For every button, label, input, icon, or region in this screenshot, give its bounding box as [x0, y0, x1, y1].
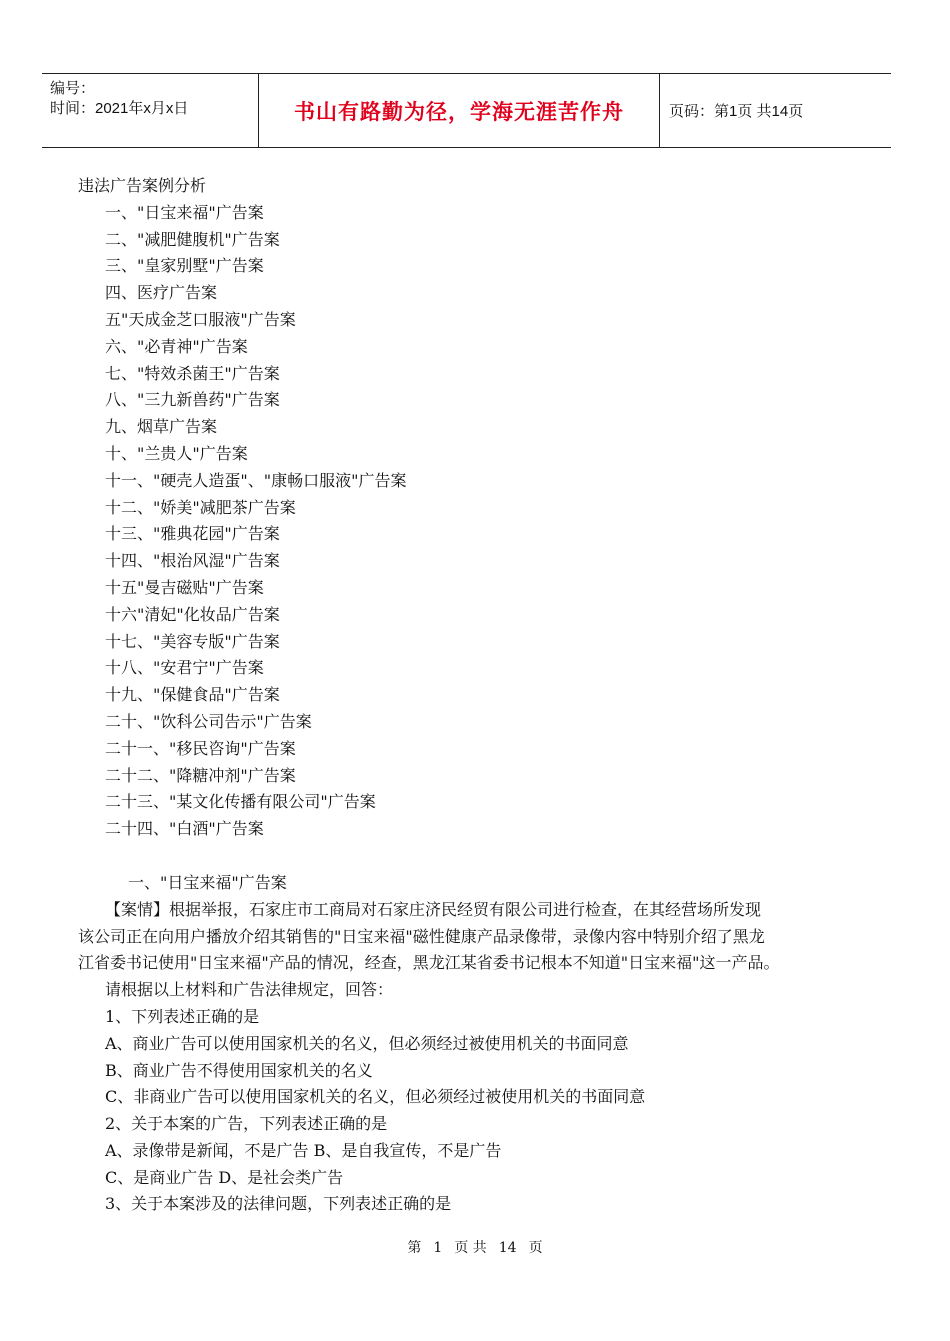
toc-item: 一、"日宝来福"广告案 [105, 203, 264, 222]
question-line: 请根据以上材料和广告法律规定，回答： [105, 980, 394, 999]
toc-item: 四、医疗广告案 [105, 283, 218, 302]
page-footer [0, 1237, 950, 1257]
toc-item: 六、"必青神"广告案 [105, 337, 248, 356]
time-label: 时间：2021年x月x日 [50, 100, 189, 117]
toc-item: 二十三、"某文化传播有限公司"广告案 [105, 792, 376, 811]
toc-item: 三、"皇家别墅"广告案 [105, 256, 264, 275]
toc-item: 十二、"娇美"减肥茶广告案 [105, 498, 296, 517]
question-line: 3、关于本案涉及的法律问题，下列表述正确的是 [105, 1194, 452, 1213]
header-divider [659, 74, 660, 147]
question-line: C、非商业广告可以使用国家机关的名义，但必须经过被使用机关的书面同意 [105, 1087, 646, 1106]
question-line: A、商业广告可以使用国家机关的名义，但必须经过被使用机关的书面同意 [105, 1034, 629, 1053]
toc-item: 九、烟草广告案 [105, 417, 218, 436]
footer-total-pages: 14 [498, 1240, 517, 1256]
document-header [42, 73, 891, 148]
toc-item: 二十四、"白酒"广告案 [105, 819, 264, 838]
toc-item: 十八、"安君宁"广告案 [105, 658, 264, 677]
case-line: 【案情】根据举报，石家庄市工商局对石家庄济民经贸有限公司进行检查，在其经营场所发现 [105, 900, 762, 919]
toc-item: 十五"曼吉磁贴"广告案 [105, 578, 264, 597]
toc-item: 十三、"雅典花园"广告案 [105, 524, 280, 543]
header-page-info: 页码：第1页 共14页 [669, 103, 804, 120]
toc-item: 二、"减肥健腹机"广告案 [105, 230, 280, 249]
question-line: A、录像带是新闻，不是广告 B、是自我宣传，不是广告 [105, 1141, 502, 1160]
toc-item: 七、"特效杀菌王"广告案 [105, 364, 280, 383]
toc-item: 十六"清妃"化妆品广告案 [105, 605, 280, 624]
footer-mid: 页 共 [454, 1240, 487, 1256]
toc-item: 八、"三九新兽药"广告案 [105, 390, 280, 409]
footer-prefix: 第 [407, 1240, 422, 1256]
question-line: 1、下列表述正确的是 [105, 1007, 260, 1026]
footer-suffix: 页 [528, 1240, 543, 1256]
question-line: 2、关于本案的广告，下列表述正确的是 [105, 1114, 388, 1133]
section-title: 一、"日宝来福"广告案 [128, 873, 287, 892]
toc-item: 五"天成金芝口服液"广告案 [105, 310, 296, 329]
toc-item: 二十一、"移民咨询"广告案 [105, 739, 296, 758]
toc-item: 十、"兰贵人"广告案 [105, 444, 248, 463]
question-line: B、商业广告不得使用国家机关的名义 [105, 1061, 373, 1080]
toc-item: 十九、"保健食品"广告案 [105, 685, 280, 704]
case-line: 该公司正在向用户播放介绍其销售的"日宝来福"磁性健康产品录像带，录像内容中特别介绍了黑龙 [78, 927, 765, 946]
toc-item: 十一、"硬壳人造蛋"、"康畅口服液"广告案 [105, 471, 407, 490]
footer-page-number: 1 [433, 1240, 443, 1256]
toc-item: 十七、"美容专版"广告案 [105, 632, 280, 651]
header-motto: 书山有路勤为径，学海无涯苦作舟 [294, 99, 624, 124]
toc-item: 二十二、"降糖冲剂"广告案 [105, 766, 296, 785]
number-label: 编号： [50, 80, 96, 97]
toc-item: 二十、"饮科公司告示"广告案 [105, 712, 312, 731]
question-line: C、是商业广告 D、是社会类广告 [105, 1168, 344, 1187]
header-meta [50, 79, 188, 119]
case-line: 江省委书记使用"日宝来福"产品的情况，经查，黑龙江某省委书记根本不知道"日宝来福"这一产品。 [78, 953, 780, 972]
doc-title: 违法广告案例分析 [78, 176, 207, 195]
toc-item: 十四、"根治风湿"广告案 [105, 551, 280, 570]
